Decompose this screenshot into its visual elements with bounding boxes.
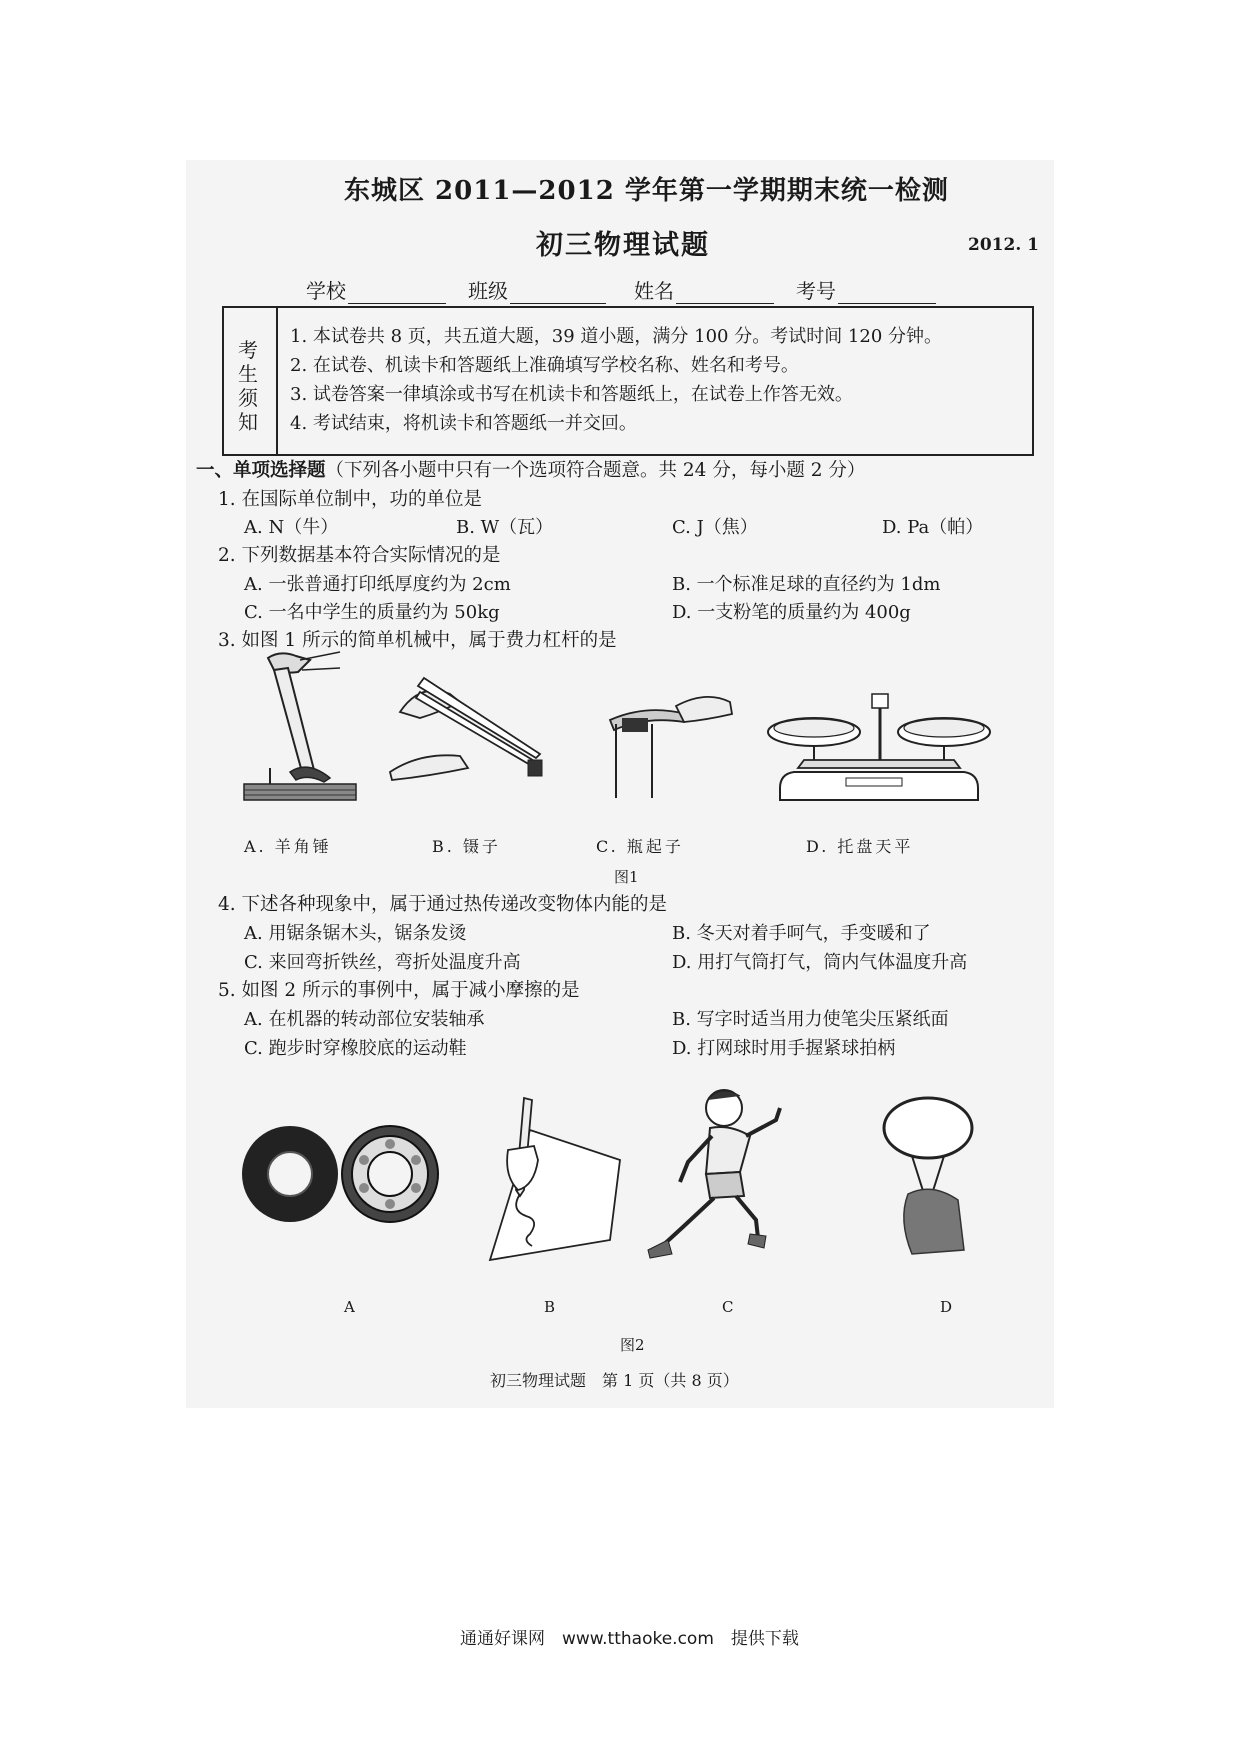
- figure2-label-d: D: [940, 1298, 953, 1316]
- class-field: [468, 275, 606, 304]
- figure1-label-b: B. 镊子: [432, 837, 501, 856]
- figure1-label-d: D. 托盘天平: [806, 837, 914, 856]
- figure2-label-a: A: [344, 1298, 355, 1316]
- notice-label-char: 生: [238, 362, 258, 386]
- option-d[interactable]: D. 用打气筒打气，筒内气体温度升高: [672, 952, 968, 973]
- page-footer: 初三物理试题 第 1 页（共 8 页）: [490, 1371, 739, 1390]
- figure1-label-a: A. 羊角锤: [244, 837, 332, 856]
- section-heading: [196, 456, 865, 482]
- tweezers-illustration: [390, 672, 550, 792]
- figure2-caption: 图2: [620, 1336, 645, 1354]
- school-label: 学校: [306, 279, 346, 303]
- notice-item: 3. 试卷答案一律填涂或书写在机读卡和答题纸上，在试卷上作答无效。: [290, 384, 853, 405]
- figure1-label-c: C. 瓶起子: [596, 837, 684, 856]
- option-c[interactable]: C. 一名中学生的质量约为 50kg: [244, 602, 500, 623]
- question-stem: 2. 下列数据基本符合实际情况的是: [218, 545, 501, 566]
- tennis-racket-illustration: [872, 1090, 982, 1260]
- option-a[interactable]: A. 在机器的转动部位安装轴承: [244, 1009, 485, 1030]
- figure2-label-b: B: [544, 1298, 556, 1316]
- figure2-label-c: C: [722, 1298, 734, 1316]
- exam-number-label: 考号: [796, 279, 836, 303]
- class-blank[interactable]: [510, 283, 606, 304]
- download-credit: 通通好课网 www.tthaoke.com 提供下载: [460, 1629, 799, 1649]
- name-label: 姓名: [634, 279, 674, 303]
- question-stem: 3. 如图 1 所示的简单机械中，属于费力杠杆的是: [218, 630, 617, 651]
- notice-item: 2. 在试卷、机读卡和答题纸上准确填写学校名称、姓名和考号。: [290, 355, 799, 376]
- balance-scale-illustration: [764, 690, 994, 820]
- name-blank[interactable]: [676, 283, 774, 304]
- option-c[interactable]: C. 来回弯折铁丝，弯折处温度升高: [244, 952, 521, 973]
- exam-subtitle: 初三物理试题: [536, 230, 710, 261]
- section-instructions: （下列各小题中只有一个选项符合题意。共 24 分，每小题 2 分）: [325, 460, 866, 481]
- option-b[interactable]: B. W（瓦）: [456, 517, 554, 538]
- notice-label-char: 考: [238, 338, 258, 362]
- option-b[interactable]: B. 冬天对着手呵气，手变暖和了: [672, 923, 931, 944]
- school-blank[interactable]: [348, 283, 446, 304]
- exam-number-blank[interactable]: [838, 283, 936, 304]
- option-b[interactable]: B. 一个标准足球的直径约为 1dm: [672, 574, 941, 595]
- option-a[interactable]: A. N（牛）: [244, 517, 339, 538]
- exam-title: 东城区 2011—2012 学年第一学期期末统一检测: [344, 176, 949, 206]
- claw-hammer-illustration: [240, 650, 360, 820]
- question-stem: 1. 在国际单位制中，功的单位是: [218, 489, 483, 510]
- exam-date: 2012. 1: [968, 235, 1039, 255]
- bottle-opener-illustration: [606, 690, 736, 800]
- question-stem: 4. 下述各种现象中，属于通过热传递改变物体内能的是: [218, 894, 668, 915]
- option-c[interactable]: C. J（焦）: [672, 517, 758, 538]
- option-a[interactable]: A. 一张普通打印纸厚度约为 2cm: [244, 574, 511, 595]
- notice-box: [222, 306, 1034, 456]
- school-field: [306, 275, 446, 304]
- option-d[interactable]: D. Pa（帕）: [882, 517, 984, 538]
- class-label: 班级: [468, 279, 508, 303]
- option-b[interactable]: B. 写字时适当用力使笔尖压紧纸面: [672, 1009, 949, 1030]
- notice-label-column: [224, 308, 278, 454]
- section-title: 一、单项选择题: [196, 460, 326, 481]
- notice-item: 1. 本试卷共 8 页，共五道大题，39 道小题，满分 100 分。考试时间 120 分钟。: [290, 326, 943, 347]
- question-stem: 5. 如图 2 所示的事例中，属于减小摩擦的是: [218, 980, 580, 1001]
- notice-label-char: 须: [238, 386, 258, 410]
- runner-illustration: [640, 1080, 820, 1280]
- name-field: [634, 275, 774, 304]
- option-c[interactable]: C. 跑步时穿橡胶底的运动鞋: [244, 1038, 467, 1059]
- pen-writing-illustration: [450, 1090, 630, 1270]
- option-d[interactable]: D. 一支粉笔的质量约为 400g: [672, 602, 911, 623]
- figure1-caption: 图1: [614, 868, 639, 886]
- notice-item: 4. 考试结束，将机读卡和答题纸一并交回。: [290, 413, 637, 434]
- exam-number-field: [796, 275, 936, 304]
- option-d[interactable]: D. 打网球时用手握紧球拍柄: [672, 1038, 896, 1059]
- bearing-illustration: [240, 1110, 440, 1250]
- option-a[interactable]: A. 用锯条锯木头，锯条发烫: [244, 923, 467, 944]
- notice-label-char: 知: [238, 410, 258, 434]
